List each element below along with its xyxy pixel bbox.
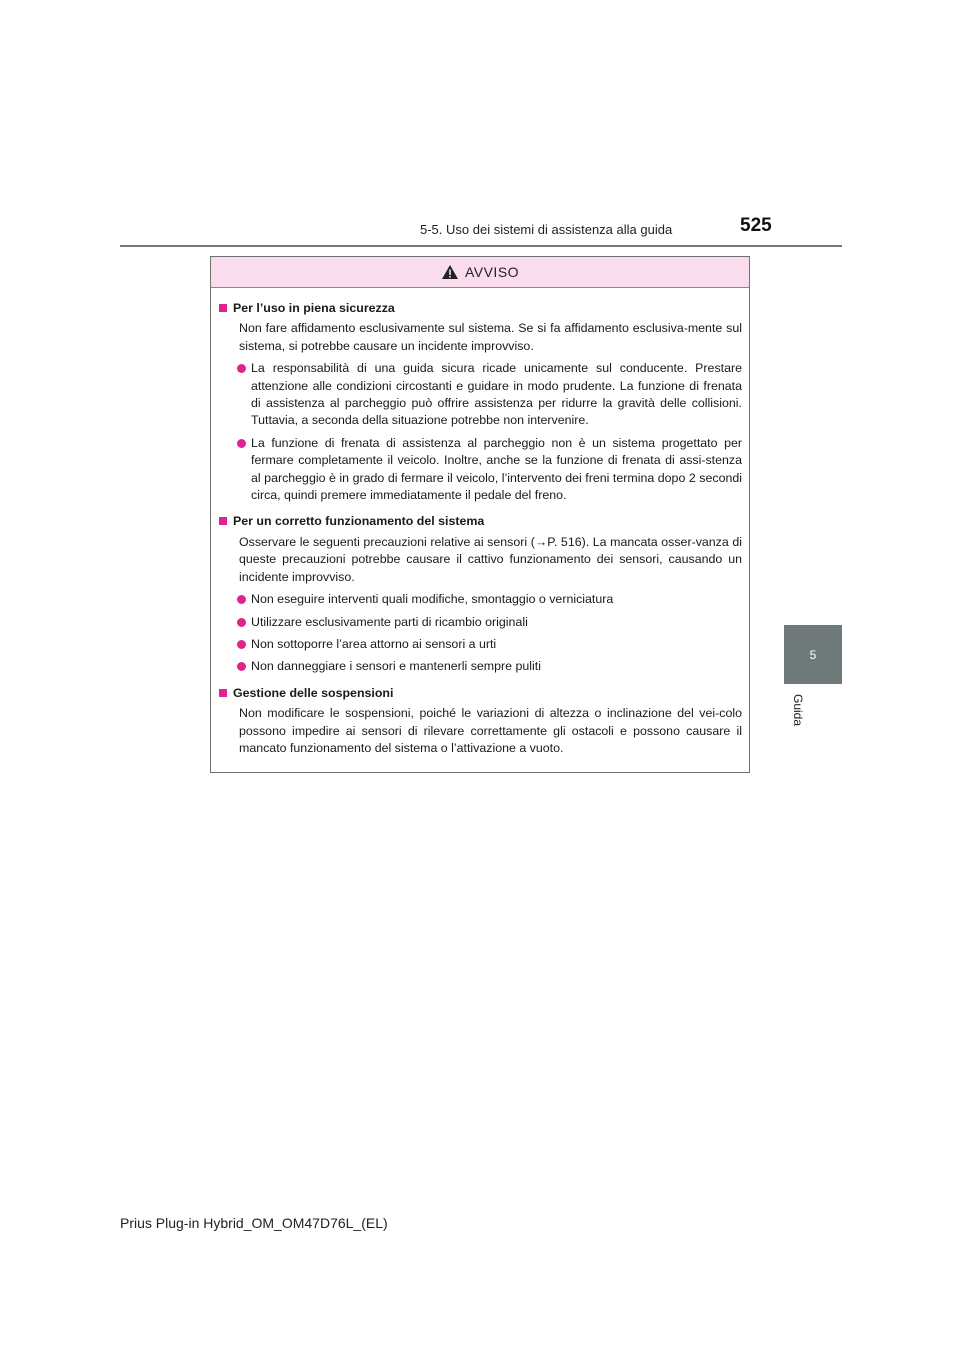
- list-item: Non danneggiare i sensori e mantenerli sempre puliti: [219, 658, 742, 675]
- section-paragraph: Osservare le seguenti precauzioni relative ai sensori (→P. 516). La mancata osser-vanza di queste precauzioni potrebbe causare il cattivo funzionamento dei sensori, causando un incidente improvviso.: [239, 534, 742, 584]
- chapter-label: [778, 690, 818, 730]
- square-bullet-icon: [219, 304, 227, 312]
- circle-bullet-icon: [237, 662, 246, 671]
- circle-bullet-icon: [237, 595, 246, 604]
- section-heading: Per l’uso in piena sicurezza: [219, 300, 742, 317]
- circle-bullet-icon: [237, 640, 246, 649]
- warning-header: [211, 257, 749, 288]
- square-bullet-icon: [219, 689, 227, 697]
- list-item: Utilizzare esclusivamente parti di ricambio originali: [219, 614, 742, 631]
- section-title: 5-5. Uso dei sistemi di assistenza alla guida: [420, 222, 673, 237]
- section-paragraph: Non modificare le sospensioni, poiché le variazioni di altezza o inclinazione del vei-colo possono impedire ai sensori di rilevare correttamente gli ostacoli e possono causare il mancato funzionamento del sistema o l’attivazione a vuoto.: [239, 706, 742, 755]
- list-item: Non eseguire interventi quali modifiche, smontaggio o verniciatura: [219, 591, 742, 608]
- circle-bullet-icon: [237, 364, 246, 373]
- circle-bullet-icon: [237, 439, 246, 448]
- section-heading: Gestione delle sospensioni: [219, 685, 742, 702]
- chapter-number: 5: [809, 647, 817, 662]
- list-item: La responsabilità di una guida sicura ricade unicamente sul conducente. Prestare attenzione alle condizioni circostanti e guidare in modo prudente. La funzione di frenata di assistenza al parcheggio può offrire assistenza per ridurre la gravità delle collisioni. Tuttavia, a seconda della situazione potrebbe non intervenire.: [219, 360, 742, 430]
- chapter-tab: [784, 625, 842, 684]
- list-item: La funzione di frenata di assistenza al parcheggio non è un sistema progettato per fermare completamente il veicolo. Inoltre, anche se la funzione di frenata di assi-stenza al parcheggio è in grado di fermare il veicolo, l’intervento dei freni termina dopo 2 secondi circa, quindi premere immediatamente il pedale del freno.: [219, 435, 742, 505]
- warning-title: AVVISO: [464, 264, 520, 280]
- warning-triangle-icon: [441, 264, 459, 280]
- square-bullet-icon: [219, 517, 227, 525]
- list-item: Non sottoporre l’area attorno ai sensori a urti: [219, 636, 742, 653]
- section-paragraph: Non fare affidamento esclusivamente sul sistema. Se si fa affidamento esclusiva-mente sul sistema, si potrebbe causare un incidente improvviso.: [239, 321, 742, 353]
- chapter-label-text: Guida: [791, 693, 805, 727]
- header-divider: [120, 245, 842, 247]
- footer-document-id: Prius Plug-in Hybrid_OM_OM47D76L_(EL): [120, 1215, 388, 1231]
- section-heading: Per un corretto funzionamento del sistema: [219, 513, 742, 530]
- page-number: 525: [740, 215, 772, 236]
- warning-box: [210, 256, 750, 773]
- warning-body: [211, 288, 749, 757]
- circle-bullet-icon: [237, 618, 246, 627]
